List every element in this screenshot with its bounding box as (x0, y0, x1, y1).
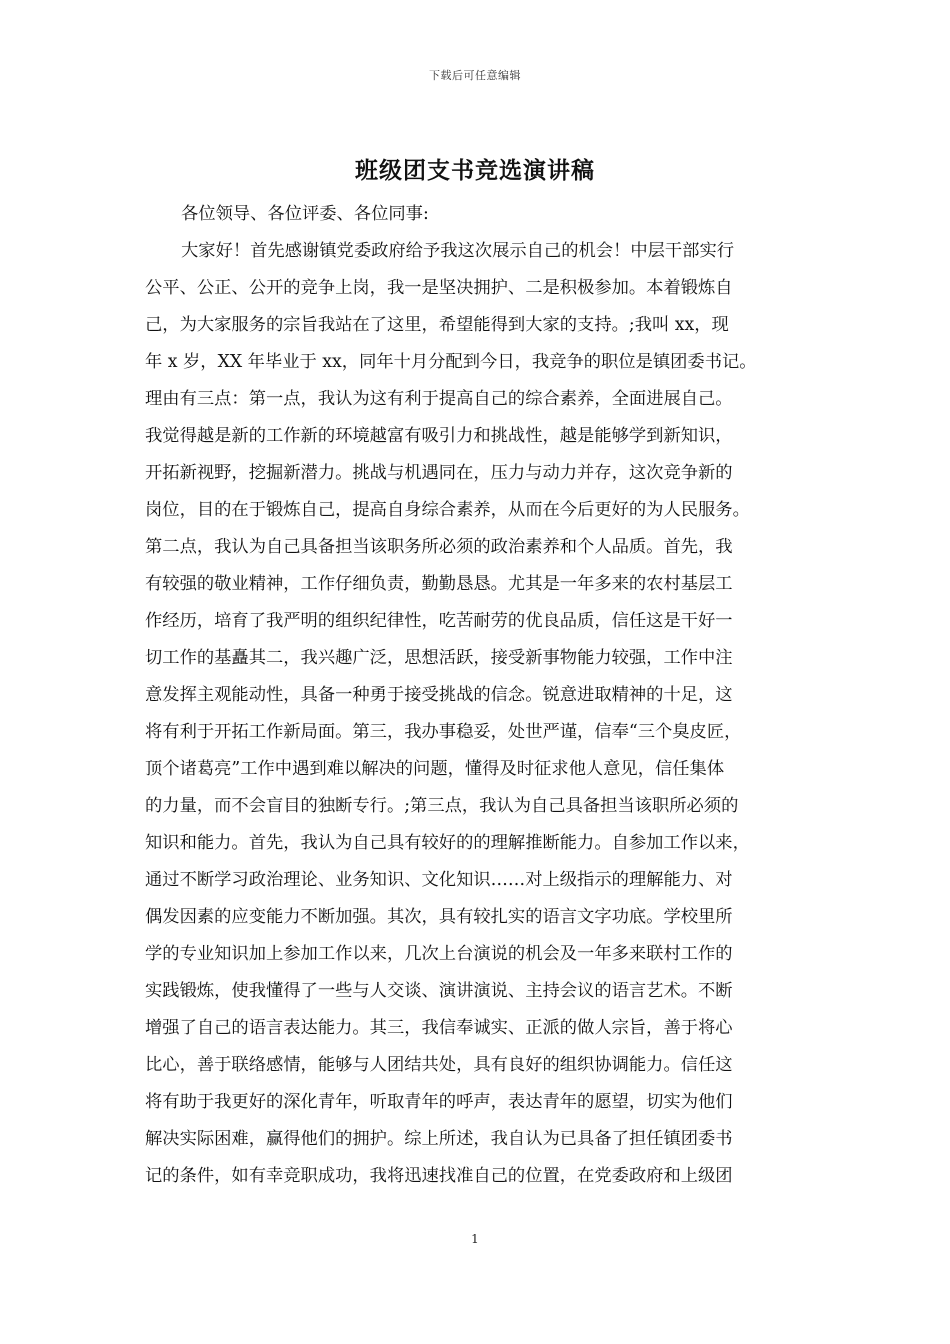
body-line: 切工作的基矗其二，我兴趣广泛，思想活跃，接受新事物能力较强，工作中注 (145, 648, 733, 668)
body-line: 理由有三点：第一点，我认为这有利于提高自己的综合素养，全面进展自己。 (145, 389, 733, 409)
body-line: 意发挥主观能动性，具备一种勇于接受挑战的信念。锐意进取精神的十足，这 (145, 685, 733, 705)
body-line: 年 x 岁，XX 年毕业于 xx，同年十月分配到今日，我竞争的职位是镇团委书记。 (145, 352, 757, 372)
body-line: 有较强的敬业精神，工作仔细负责，勤勤恳恳。尤其是一年多来的农村基层工 (145, 574, 733, 594)
body-line: 顶个诸葛亮”工作中遇到难以解决的问题，懂得及时征求他人意见，信任集体 (145, 759, 725, 779)
page-number: 1 (471, 1232, 479, 1246)
body-line: 作经历，培育了我严明的组织纪律性，吃苦耐劳的优良品质，信任这是干好一 (145, 611, 733, 631)
document-title: 班级团支书竞选演讲稿 (355, 157, 595, 184)
body-line: 记的条件，如有幸竞职成功，我将迅速找准自己的位置，在党委政府和上级团 (145, 1166, 733, 1186)
body-line: 己，为大家服务的宗旨我站在了这里，希望能得到大家的支持。;我叫 xx，现 (145, 315, 729, 335)
body-line: 实践锻炼，使我懂得了一些与人交谈、演讲演说、主持会议的语言艺术。不断 (145, 981, 733, 1001)
body-line: 岗位，目的在于锻炼自己，提高自身综合素养，从而在今后更好的为人民服务。 (145, 500, 750, 520)
body-line: 将有助于我更好的深化青年，听取青年的呼声，表达青年的愿望，切实为他们 (145, 1092, 733, 1112)
header-note: 下载后可任意编辑 (429, 69, 521, 82)
body-line: 大家好！首先感谢镇党委政府给予我这次展示自己的机会！中层干部实行 (181, 241, 735, 261)
body-line: 各位领导、各位评委、各位同事: (181, 204, 429, 224)
body-line: 增强了自己的语言表达能力。其三，我信奉诚实、正派的做人宗旨，善于将心 (145, 1018, 733, 1038)
document-body (145, 196, 825, 1195)
body-line: 偶发因素的应变能力不断加强。其次，具有较扎实的语言文字功底。学校里所 (145, 907, 733, 927)
body-line: 将有利于开拓工作新局面。第三，我办事稳妥，处世严谨，信奉“三个臭皮匠， (145, 722, 742, 742)
body-line: 的力量，而不会盲目的独断专行。;第三点，我认为自己具备担当该职所必须的 (145, 796, 739, 816)
body-line: 学的专业知识加上参加工作以来，几次上台演说的机会及一年多来联村工作的 (145, 944, 733, 964)
body-line: 公平、公正、公开的竞争上岗，我一是坚决拥护、二是积极参加。本着锻炼自 (145, 278, 733, 298)
body-line: 通过不断学习政治理论、业务知识、文化知识……对上级指示的理解能力、对 (145, 870, 733, 890)
body-line: 我觉得越是新的工作新的环境越富有吸引力和挑战性，越是能够学到新知识， (145, 426, 733, 446)
body-line: 解决实际困难，赢得他们的拥护。综上所述，我自认为已具备了担任镇团委书 (145, 1129, 733, 1149)
body-line: 比心，善于联络感情，能够与人团结共处，具有良好的组织协调能力。信任这 (145, 1055, 733, 1075)
body-line: 开拓新视野，挖掘新潜力。挑战与机遇同在，压力与动力并存，这次竞争新的 (145, 463, 733, 483)
body-line: 第二点，我认为自己具备担当该职务所必须的政治素养和个人品质。首先，我 (145, 537, 733, 557)
body-line: 知识和能力。首先，我认为自己具有较好的的理解推断能力。自参加工作以来， (145, 833, 750, 853)
